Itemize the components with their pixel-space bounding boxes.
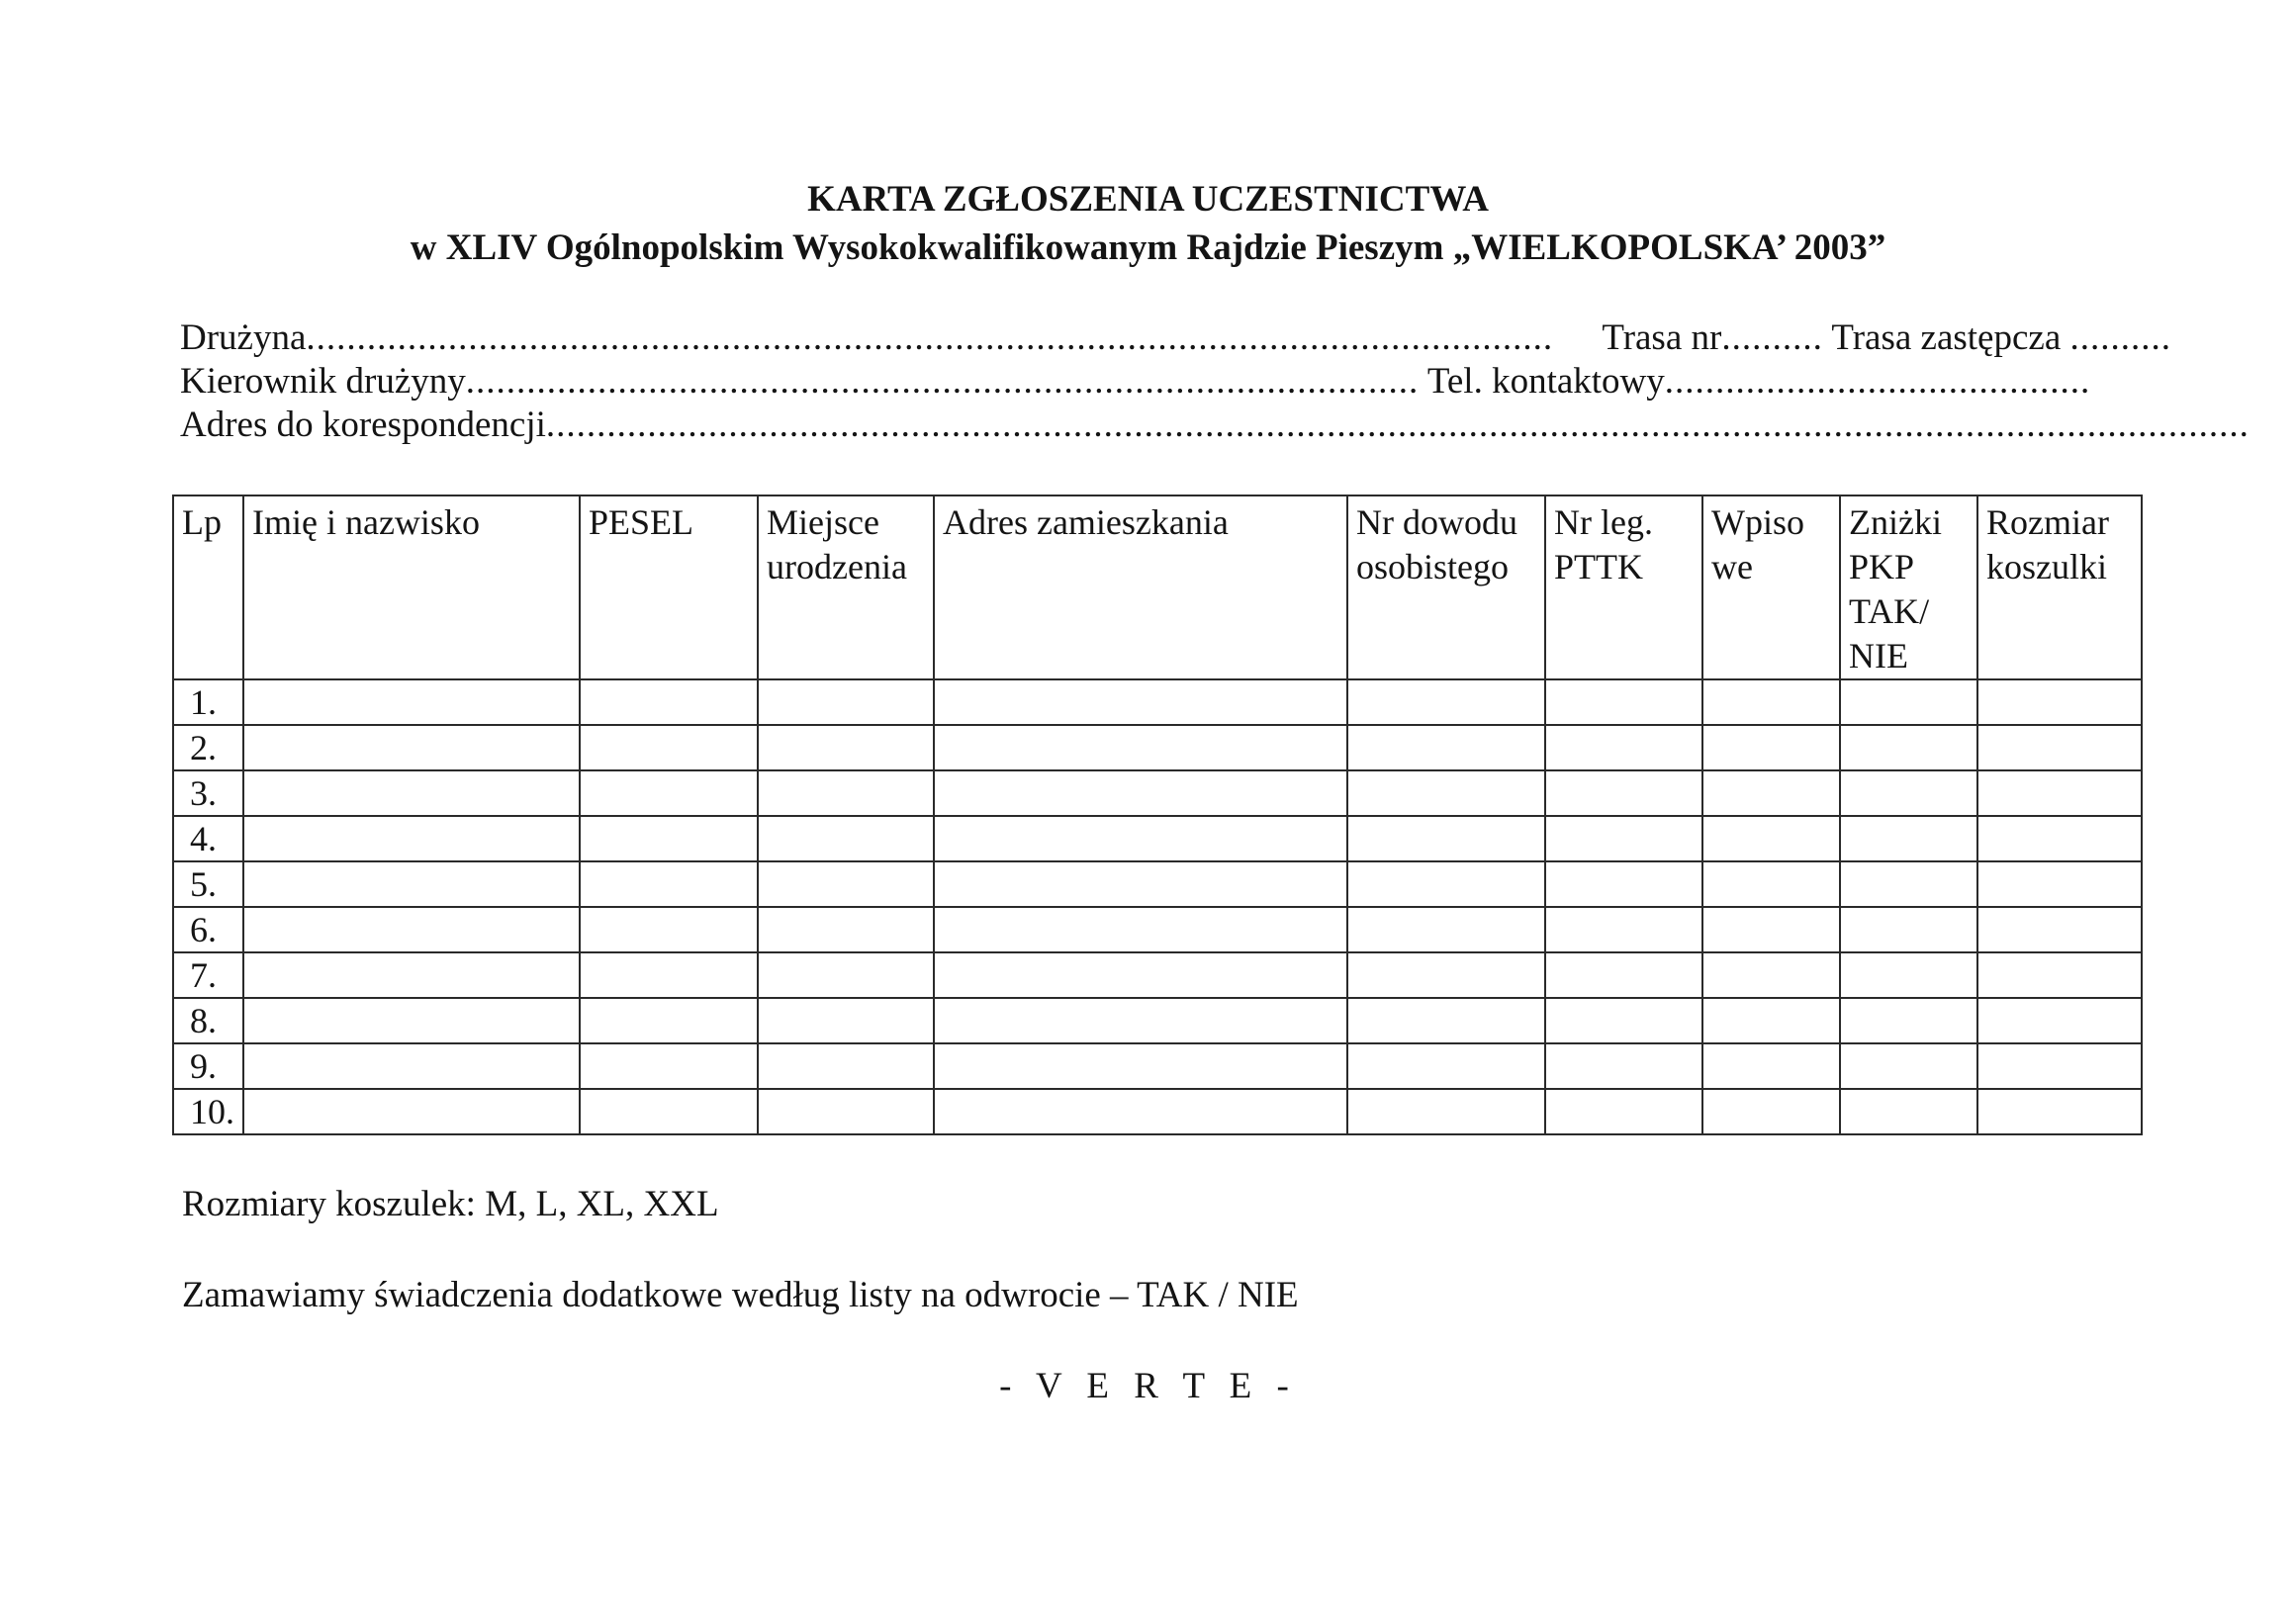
cell-address[interactable] [934,770,1347,816]
cell-birthplace[interactable] [758,679,934,725]
cell-name[interactable] [243,816,580,861]
cell-pesel[interactable] [580,816,758,861]
cell-name[interactable] [243,861,580,907]
team-field[interactable]: ........................................................................................................................... [306,317,1554,358]
row-number: 7. [173,952,243,998]
column-header-pesel: PESEL [580,495,758,679]
table-row [173,861,2142,907]
route-number-field[interactable]: .......... [1721,317,1823,358]
cell-id-number[interactable] [1347,679,1545,725]
cell-address[interactable] [934,952,1347,998]
row-number: 9. [173,1043,243,1089]
cell-address[interactable] [934,1089,1347,1134]
cell-birthplace[interactable] [758,1089,934,1134]
cell-birthplace[interactable] [758,861,934,907]
team-line [180,316,2171,360]
cell-id-number[interactable] [1347,1089,1545,1134]
cell-fee[interactable] [1702,816,1840,861]
cell-pttk-card[interactable] [1545,952,1702,998]
cell-pkp-discount[interactable] [1840,770,1977,816]
cell-address[interactable] [934,816,1347,861]
table-row [173,770,2142,816]
cell-shirt-size[interactable] [1977,998,2142,1043]
column-header-pttk-card: Nr leg. PTTK [1545,495,1702,679]
cell-id-number[interactable] [1347,1043,1545,1089]
cell-shirt-size[interactable] [1977,952,2142,998]
column-header-fee: Wpiso we [1702,495,1840,679]
cell-pesel[interactable] [580,770,758,816]
cell-id-number[interactable] [1347,816,1545,861]
cell-birthplace[interactable] [758,1043,934,1089]
table-row [173,998,2142,1043]
row-number: 8. [173,998,243,1043]
cell-birthplace[interactable] [758,907,934,952]
row-number: 5. [173,861,243,907]
cell-name[interactable] [243,952,580,998]
cell-pesel[interactable] [580,998,758,1043]
cell-pttk-card[interactable] [1545,679,1702,725]
cell-address[interactable] [934,861,1347,907]
cell-pesel[interactable] [580,1043,758,1089]
cell-pesel[interactable] [580,679,758,725]
cell-pesel[interactable] [580,952,758,998]
cell-pesel[interactable] [580,725,758,770]
cell-pttk-card[interactable] [1545,861,1702,907]
address-line [180,404,2250,447]
cell-pttk-card[interactable] [1545,1089,1702,1134]
table-row [173,1089,2142,1134]
column-header-shirt-size: Rozmiar koszulki [1977,495,2142,679]
cell-shirt-size[interactable] [1977,679,2142,725]
team-label: Drużyna [180,317,307,358]
cell-fee[interactable] [1702,998,1840,1043]
cell-address[interactable] [934,1043,1347,1089]
table-row [173,679,2142,725]
cell-pkp-discount[interactable] [1840,861,1977,907]
column-header-name: Imię i nazwisko [243,495,580,679]
table-row [173,816,2142,861]
cell-birthplace[interactable] [758,725,934,770]
table-row [173,725,2142,770]
cell-pkp-discount[interactable] [1840,998,1977,1043]
form-title: KARTA ZGŁOSZENIA UCZESTNICTWA [807,179,1489,220]
cell-pkp-discount[interactable] [1840,952,1977,998]
cell-pkp-discount[interactable] [1840,1089,1977,1134]
cell-id-number[interactable] [1347,952,1545,998]
cell-name[interactable] [243,1089,580,1134]
cell-fee[interactable] [1702,952,1840,998]
cell-pesel[interactable] [580,907,758,952]
table-row [173,952,2142,998]
correspondence-address-label: Adres do korespondencji [180,405,546,445]
cell-shirt-size[interactable] [1977,770,2142,816]
cell-pkp-discount[interactable] [1840,816,1977,861]
cell-pttk-card[interactable] [1545,1043,1702,1089]
cell-shirt-size[interactable] [1977,816,2142,861]
cell-pkp-discount[interactable] [1840,1043,1977,1089]
cell-fee[interactable] [1702,907,1840,952]
participants-table [172,495,2143,1135]
column-header-id-number: Nr dowodu osobistego [1347,495,1545,679]
alternate-route-field[interactable]: .......... [2069,317,2171,358]
cell-shirt-size[interactable] [1977,1089,2142,1134]
cell-pttk-card[interactable] [1545,725,1702,770]
alternate-route-label: Trasa zastępcza [1831,317,2062,358]
cell-fee[interactable] [1702,1089,1840,1134]
contact-phone-field[interactable]: .......................................... [1664,361,2091,402]
row-number: 6. [173,907,243,952]
cell-pttk-card[interactable] [1545,816,1702,861]
cell-pttk-card[interactable] [1545,770,1702,816]
cell-name[interactable] [243,725,580,770]
cell-name[interactable] [243,679,580,725]
cell-shirt-size[interactable] [1977,725,2142,770]
cell-pttk-card[interactable] [1545,998,1702,1043]
cell-address[interactable] [934,679,1347,725]
column-header-pkp-discount: Zniżki PKP TAK/ NIE [1840,495,1977,679]
row-number: 3. [173,770,243,816]
team-leader-field[interactable]: .............................................................................................. [465,361,1420,402]
extra-services-note: Zamawiamy świadczenia dodatkowe według listy na odwrocie – TAK / NIE [182,1275,1299,1315]
cell-pkp-discount[interactable] [1840,907,1977,952]
cell-fee[interactable] [1702,679,1840,725]
column-header-birthplace: Miejsce urodzenia [758,495,934,679]
table-row [173,1043,2142,1089]
row-number: 2. [173,725,243,770]
cell-id-number[interactable] [1347,907,1545,952]
cell-address[interactable] [934,725,1347,770]
cell-birthplace[interactable] [758,998,934,1043]
row-number: 10. [173,1089,243,1134]
verte-footer: - V E R T E - [999,1366,1297,1406]
cell-id-number[interactable] [1347,725,1545,770]
cell-pkp-discount[interactable] [1840,679,1977,725]
cell-pesel[interactable] [580,861,758,907]
correspondence-address-field[interactable]: ........................................................................................................................................................................ [545,405,2250,445]
cell-id-number[interactable] [1347,998,1545,1043]
cell-name[interactable] [243,907,580,952]
cell-fee[interactable] [1702,725,1840,770]
cell-pttk-card[interactable] [1545,907,1702,952]
column-header-lp: Lp [173,495,243,679]
cell-fee[interactable] [1702,770,1840,816]
cell-birthplace[interactable] [758,770,934,816]
cell-name[interactable] [243,1043,580,1089]
cell-pesel[interactable] [580,1089,758,1134]
cell-name[interactable] [243,998,580,1043]
cell-shirt-size[interactable] [1977,861,2142,907]
cell-id-number[interactable] [1347,861,1545,907]
cell-birthplace[interactable] [758,952,934,998]
cell-birthplace[interactable] [758,816,934,861]
contact-phone-label: Tel. kontaktowy [1426,361,1665,402]
cell-shirt-size[interactable] [1977,907,2142,952]
route-number-label: Trasa nr [1602,317,1722,358]
team-leader-label: Kierownik drużyny [180,361,466,402]
cell-name[interactable] [243,770,580,816]
leader-line [180,360,2090,404]
cell-address[interactable] [934,998,1347,1043]
cell-fee[interactable] [1702,861,1840,907]
column-header-address: Adres zamieszkania [934,495,1347,679]
cell-shirt-size[interactable] [1977,1043,2142,1089]
row-number: 4. [173,816,243,861]
shirt-sizes-note: Rozmiary koszulek: M, L, XL, XXL [182,1184,719,1224]
form-subtitle: w XLIV Ogólnopolskim Wysokokwalifikowanym Rajdzie Pieszym „WIELKOPOLSKA’ 2003” [410,227,1886,268]
cell-id-number[interactable] [1347,770,1545,816]
cell-pkp-discount[interactable] [1840,725,1977,770]
table-row [173,907,2142,952]
table-header-row [173,495,2142,679]
cell-fee[interactable] [1702,1043,1840,1089]
row-number: 1. [173,679,243,725]
cell-address[interactable] [934,907,1347,952]
